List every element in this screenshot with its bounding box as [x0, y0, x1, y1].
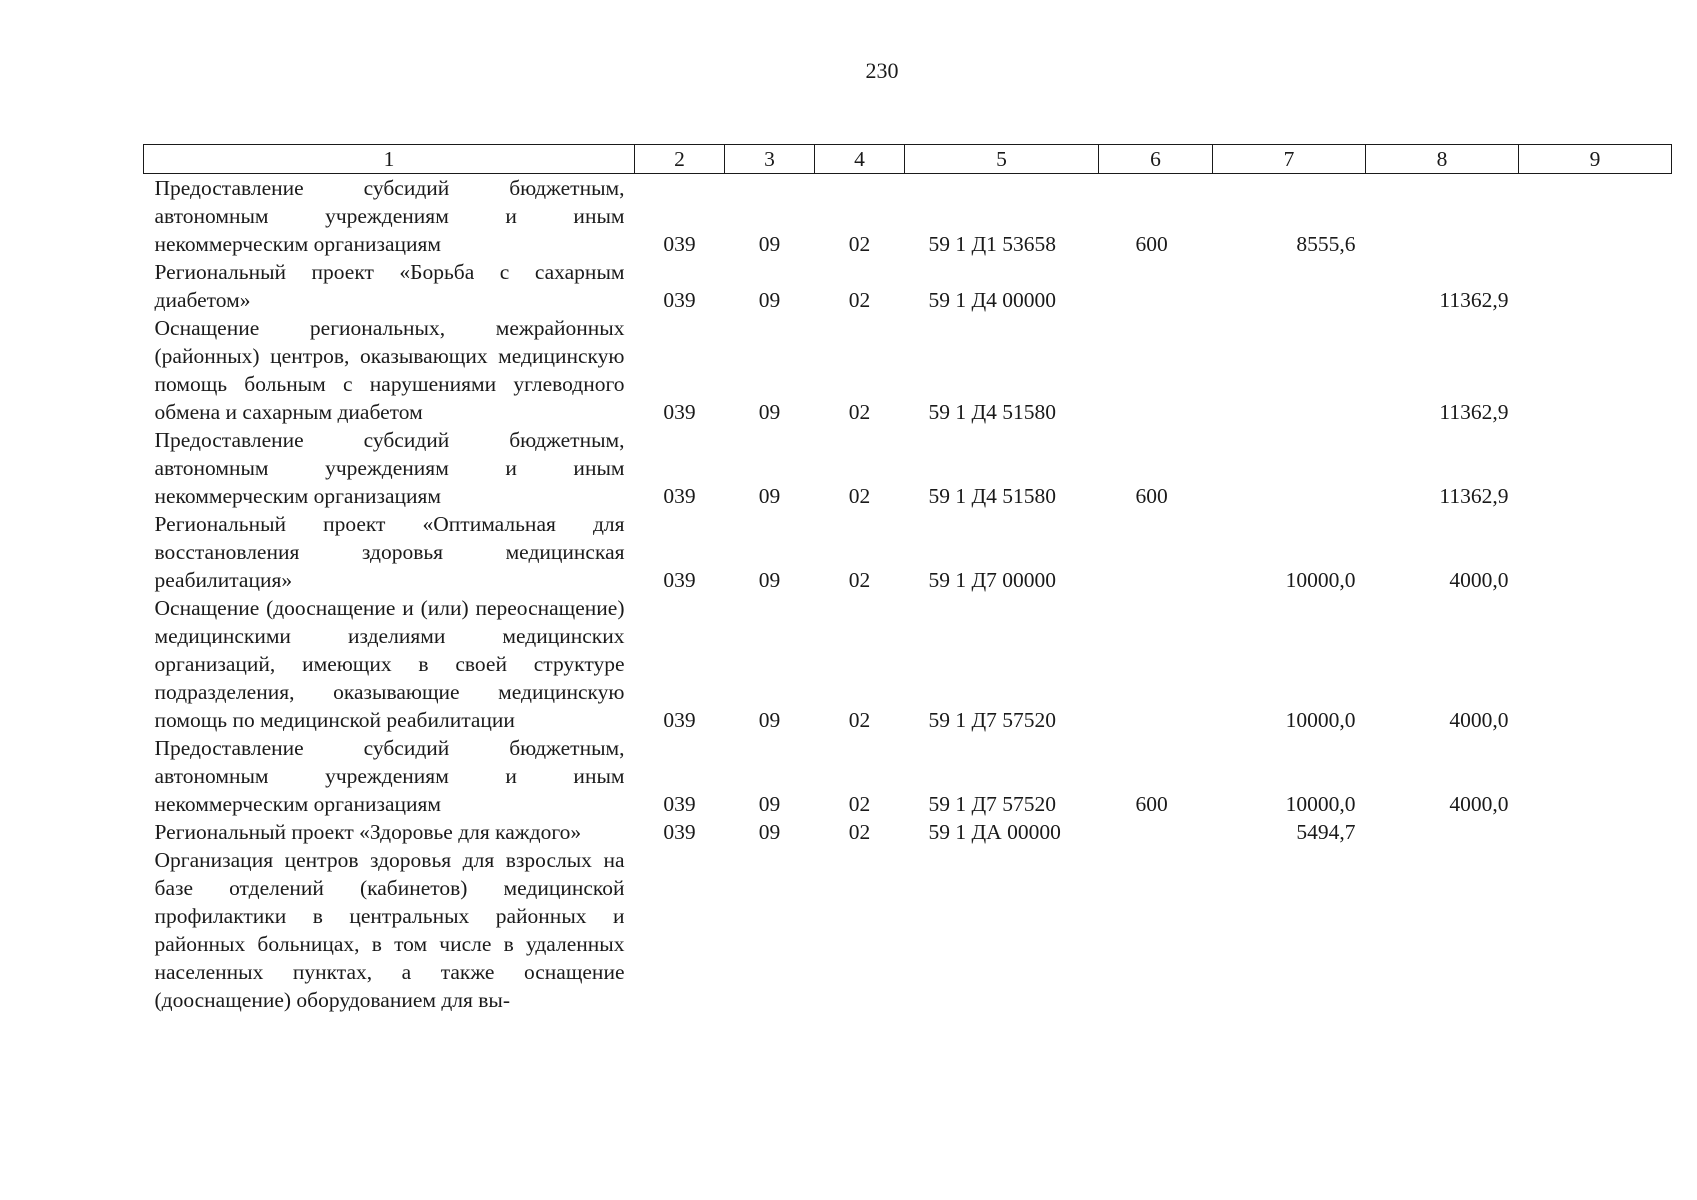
cell-glava: [635, 846, 725, 1014]
cell-glava: 039: [663, 288, 696, 312]
table-row: [144, 734, 1672, 818]
cell-expense-type: [1099, 314, 1213, 426]
table-row: [144, 510, 1672, 594]
table-body: [144, 174, 1672, 1015]
cell-amount-col8: [1366, 818, 1519, 846]
cell-podrazdel: [815, 846, 905, 1014]
cell-podrazdel: 02: [848, 708, 871, 732]
row-name: Оснащение (дооснащение и (или) переоснащение) медицинскими изделиями медицинских организаций, имеющих в своей структуре подразделения, оказывающие медицинскую помощь по медицинской реабилитации: [154, 596, 625, 732]
cell-expense-type: [1099, 258, 1213, 314]
cell-target-article: 59 1 Д4 00000: [928, 288, 1057, 312]
cell-target-article: 59 1 Д7 57520: [928, 708, 1057, 732]
cell-glava: 039: [663, 400, 696, 424]
column-header: 6: [1099, 145, 1213, 174]
cell-razdel: 09: [758, 400, 781, 424]
row-name: Предоставление субсидий бюджетным, автономным учреждениям и иным некоммерческим организациям: [154, 176, 625, 256]
cell-razdel: 09: [758, 232, 781, 256]
column-header: 2: [635, 145, 725, 174]
cell-razdel: 09: [758, 288, 781, 312]
cell-amount-col7: 10000,0: [1285, 708, 1356, 732]
cell-amount-col9: [1519, 258, 1672, 314]
table-row: [144, 594, 1672, 734]
cell-target-article: 59 1 Д4 51580: [928, 400, 1057, 424]
cell-amount-col7: [1213, 426, 1366, 510]
cell-target-article: [905, 846, 1099, 1014]
page-number: 230: [865, 58, 899, 83]
cell-amount-col8: 4000,0: [1449, 708, 1509, 732]
cell-expense-type: [1099, 594, 1213, 734]
column-header: 9: [1519, 145, 1672, 174]
cell-expense-type: [1099, 846, 1213, 1014]
cell-amount-col8: [1366, 846, 1519, 1014]
row-name: Оснащение региональных, межрайонных (районных) центров, оказывающих медицинскую помощь больным с нарушениями углеводного обмена и сахарным диабетом: [154, 316, 625, 424]
budget-table: [143, 144, 1672, 1014]
cell-podrazdel: 02: [848, 820, 871, 844]
cell-amount-col7: 10000,0: [1285, 568, 1356, 592]
cell-amount-col8: 4000,0: [1449, 568, 1509, 592]
cell-podrazdel: 02: [848, 792, 871, 816]
cell-amount-col7: 8555,6: [1296, 232, 1356, 256]
table-row: [144, 258, 1672, 314]
cell-podrazdel: 02: [848, 568, 871, 592]
column-header: 5: [905, 145, 1099, 174]
column-header: 7: [1213, 145, 1366, 174]
cell-amount-col8: 11362,9: [1439, 288, 1509, 312]
table-row: [144, 846, 1672, 1014]
column-header: 8: [1366, 145, 1519, 174]
row-name: Предоставление субсидий бюджетным, автономным учреждениям и иным некоммерческим организациям: [154, 736, 625, 816]
table-row: [144, 426, 1672, 510]
cell-glava: 039: [663, 820, 696, 844]
row-name: Предоставление субсидий бюджетным, автономным учреждениям и иным некоммерческим организациям: [154, 428, 625, 508]
table-row: [144, 174, 1672, 259]
cell-razdel: 09: [758, 708, 781, 732]
column-header: 1: [144, 145, 635, 174]
cell-razdel: 09: [758, 792, 781, 816]
cell-target-article: 59 1 Д7 57520: [928, 792, 1057, 816]
cell-amount-col8: [1366, 174, 1519, 259]
row-name: Региональный проект «Борьба с сахарным диабетом»: [154, 260, 625, 312]
cell-amount-col9: [1519, 818, 1672, 846]
cell-amount-col7: [1213, 258, 1366, 314]
cell-glava: 039: [663, 484, 696, 508]
cell-glava: 039: [663, 568, 696, 592]
cell-glava: 039: [663, 232, 696, 256]
cell-razdel: 09: [758, 568, 781, 592]
cell-expense-type: [1099, 818, 1213, 846]
cell-expense-type: 600: [1135, 484, 1168, 508]
cell-target-article: 59 1 ДА 00000: [928, 820, 1061, 844]
cell-podrazdel: 02: [848, 288, 871, 312]
cell-amount-col7: [1213, 314, 1366, 426]
cell-glava: 039: [663, 792, 696, 816]
cell-expense-type: [1099, 510, 1213, 594]
column-header: 3: [725, 145, 815, 174]
cell-razdel: [725, 846, 815, 1014]
cell-amount-col9: [1519, 594, 1672, 734]
cell-razdel: 09: [758, 484, 781, 508]
cell-target-article: 59 1 Д4 51580: [928, 484, 1057, 508]
table-header: [144, 145, 1672, 174]
cell-amount-col9: [1519, 734, 1672, 818]
cell-podrazdel: 02: [848, 232, 871, 256]
cell-amount-col9: [1519, 174, 1672, 259]
table-row: [144, 818, 1672, 846]
cell-target-article: 59 1 Д7 00000: [928, 568, 1057, 592]
cell-amount-col7: [1213, 846, 1366, 1014]
cell-amount-col7: 5494,7: [1296, 820, 1356, 844]
table-row: [144, 314, 1672, 426]
cell-amount-col9: [1519, 846, 1672, 1014]
row-name: Организация центров здоровья для взрослых на базе отделений (кабинетов) медицинской профилактики в центральных районных и районных больницах, в том числе в удаленных населенных пунктах, а также оснащение (дооснащение) оборудованием для вы-: [154, 848, 625, 1012]
header-row: [144, 145, 1672, 174]
cell-amount-col8: 4000,0: [1449, 792, 1509, 816]
cell-target-article: 59 1 Д1 53658: [928, 232, 1057, 256]
cell-glava: 039: [663, 708, 696, 732]
column-header: 4: [815, 145, 905, 174]
cell-amount-col7: 10000,0: [1285, 792, 1356, 816]
cell-amount-col9: [1519, 426, 1672, 510]
cell-amount-col9: [1519, 510, 1672, 594]
cell-amount-col8: 11362,9: [1439, 484, 1509, 508]
cell-podrazdel: 02: [848, 484, 871, 508]
cell-amount-col8: 11362,9: [1439, 400, 1509, 424]
cell-podrazdel: 02: [848, 400, 871, 424]
cell-expense-type: 600: [1135, 232, 1168, 256]
row-name: Региональный проект «Оптимальная для восстановления здоровья медицинская реабилитация»: [154, 512, 625, 592]
cell-razdel: 09: [758, 820, 781, 844]
cell-expense-type: 600: [1135, 792, 1168, 816]
cell-amount-col9: [1519, 314, 1672, 426]
row-name: Региональный проект «Здоровье для каждого»: [154, 820, 582, 844]
